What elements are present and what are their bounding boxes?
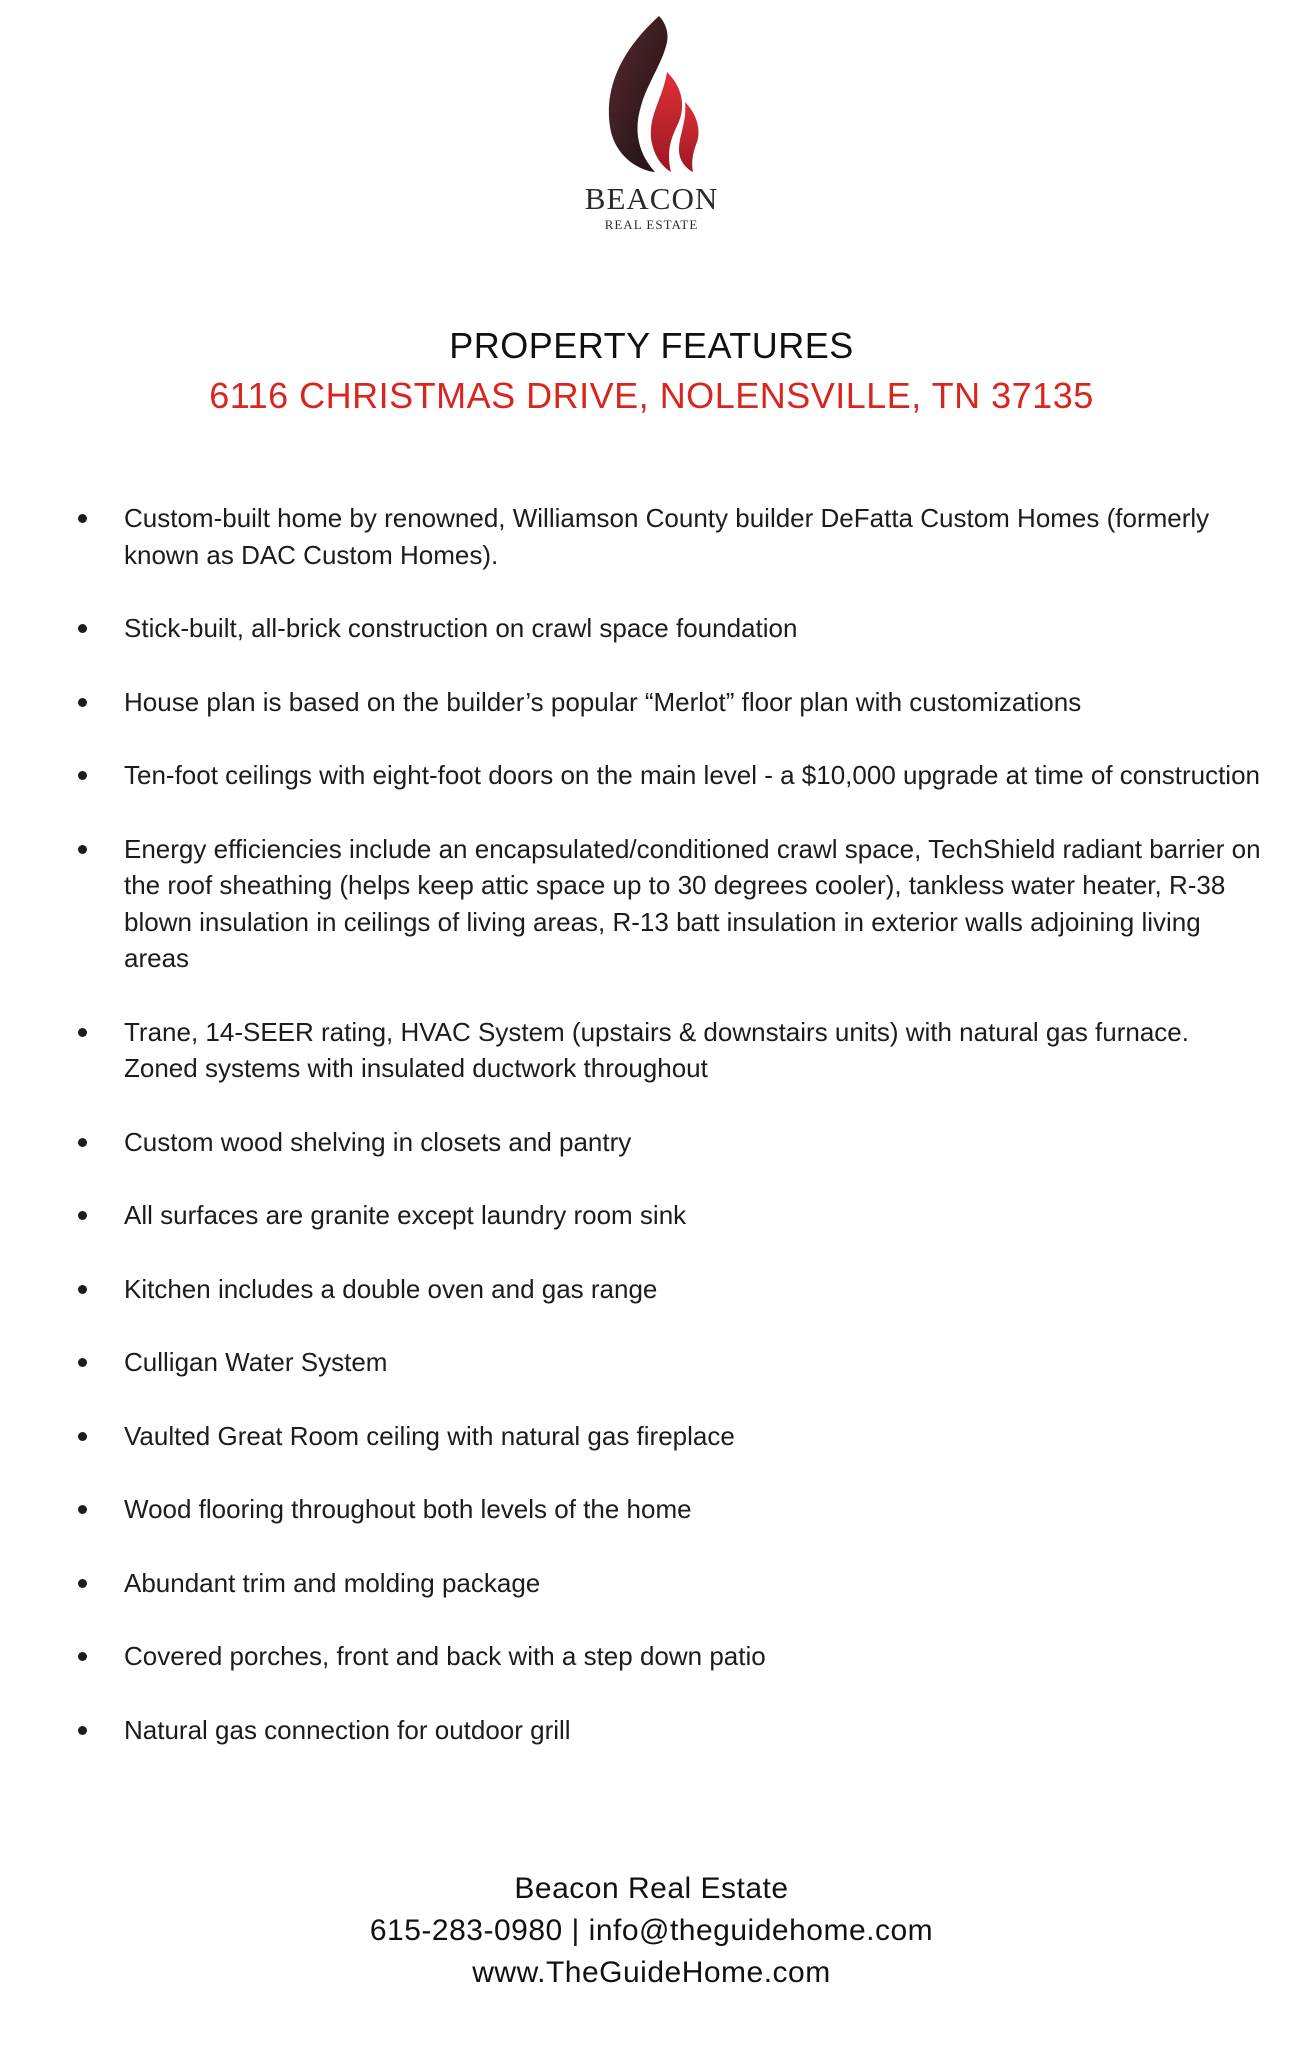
feature-text: All surfaces are granite except laundry room sink bbox=[124, 1200, 687, 1230]
logo bbox=[0, 14, 1303, 234]
feature-text: Vaulted Great Room ceiling with natural gas fireplace bbox=[124, 1420, 735, 1451]
list-item bbox=[70, 500, 1265, 573]
bullet-icon bbox=[78, 1652, 87, 1661]
bullet-icon bbox=[78, 1579, 87, 1588]
footer bbox=[0, 1868, 1303, 1994]
page-title: PROPERTY FEATURES bbox=[449, 325, 854, 366]
feature-text: Natural gas connection for outdoor grill bbox=[124, 1714, 571, 1745]
list-item bbox=[70, 1491, 1265, 1528]
list-item bbox=[70, 1271, 1265, 1308]
logo-subtitle: REAL ESTATE bbox=[604, 217, 699, 232]
logo-name: BEACON bbox=[584, 181, 719, 216]
feature-text: Custom wood shelving in closets and pantry bbox=[124, 1126, 632, 1157]
list-item bbox=[70, 610, 1265, 647]
feature-text: Custom-built home by renowned, Williamson County builder DeFatta Custom Homes (formerly known as DAC Custom Homes). bbox=[124, 503, 1210, 570]
bullet-icon bbox=[78, 1432, 87, 1441]
list-item bbox=[70, 1197, 1265, 1234]
bullet-icon bbox=[78, 771, 87, 780]
feature-text: Wood flooring throughout both levels of the home bbox=[124, 1494, 692, 1524]
list-item bbox=[70, 1418, 1265, 1455]
page-heading bbox=[0, 322, 1303, 422]
list-item bbox=[70, 1344, 1265, 1381]
list-item bbox=[70, 831, 1265, 977]
list-item bbox=[70, 1124, 1265, 1161]
footer-website-link[interactable]: www.TheGuideHome.com bbox=[472, 1956, 831, 1989]
list-item bbox=[70, 1712, 1265, 1749]
bullet-icon bbox=[78, 1358, 87, 1367]
bullet-icon bbox=[78, 1211, 87, 1220]
features-list bbox=[70, 500, 1265, 1785]
feature-text: Ten-foot ceilings with eight-foot doors on the main level - a $10,000 upgrade at time of construction bbox=[124, 760, 1260, 790]
feature-text: House plan is based on the builder’s popular “Merlot” floor plan with customizations bbox=[124, 686, 1082, 717]
bullet-icon bbox=[78, 698, 87, 707]
bullet-icon bbox=[78, 1138, 87, 1147]
property-address: 6116 CHRISTMAS DRIVE, NOLENSVILLE, TN 37135 bbox=[209, 375, 1094, 416]
bullet-icon bbox=[78, 1285, 87, 1294]
footer-company: Beacon Real Estate bbox=[514, 1872, 789, 1905]
feature-text: Covered porches, front and back with a step down patio bbox=[124, 1641, 766, 1671]
list-item bbox=[70, 1638, 1265, 1675]
feature-text: Energy efficiencies include an encapsulated/conditioned crawl space, TechShield radiant barrier on the roof sheathing (helps keep attic space up to 30 degrees cooler), tankless water heater, R-38 blown insulation in ceilings of living areas, R-13 batt insulation in exterior walls adjoining living areas bbox=[124, 833, 1261, 973]
bullet-icon bbox=[78, 514, 87, 523]
list-item bbox=[70, 684, 1265, 721]
feature-text: Trane, 14-SEER rating, HVAC System (upstairs & downstairs units) with natural gas furnace. Zoned systems with insulated ductwork throughout bbox=[124, 1016, 1189, 1083]
footer-contact: 615-283-0980 | info@theguidehome.com bbox=[369, 1914, 934, 1947]
flame-icon bbox=[597, 14, 707, 174]
feature-text: Stick-built, all-brick construction on crawl space foundation bbox=[124, 613, 798, 643]
bullet-icon bbox=[78, 624, 87, 633]
bullet-icon bbox=[78, 1505, 87, 1514]
list-item bbox=[70, 757, 1265, 794]
feature-text: Culligan Water System bbox=[124, 1347, 388, 1377]
list-item bbox=[70, 1014, 1265, 1087]
feature-text: Abundant trim and molding package bbox=[124, 1567, 541, 1598]
feature-text: Kitchen includes a double oven and gas range bbox=[124, 1273, 658, 1304]
bullet-icon bbox=[78, 1726, 87, 1735]
bullet-icon bbox=[78, 1028, 87, 1037]
bullet-icon bbox=[78, 845, 87, 854]
list-item bbox=[70, 1565, 1265, 1602]
